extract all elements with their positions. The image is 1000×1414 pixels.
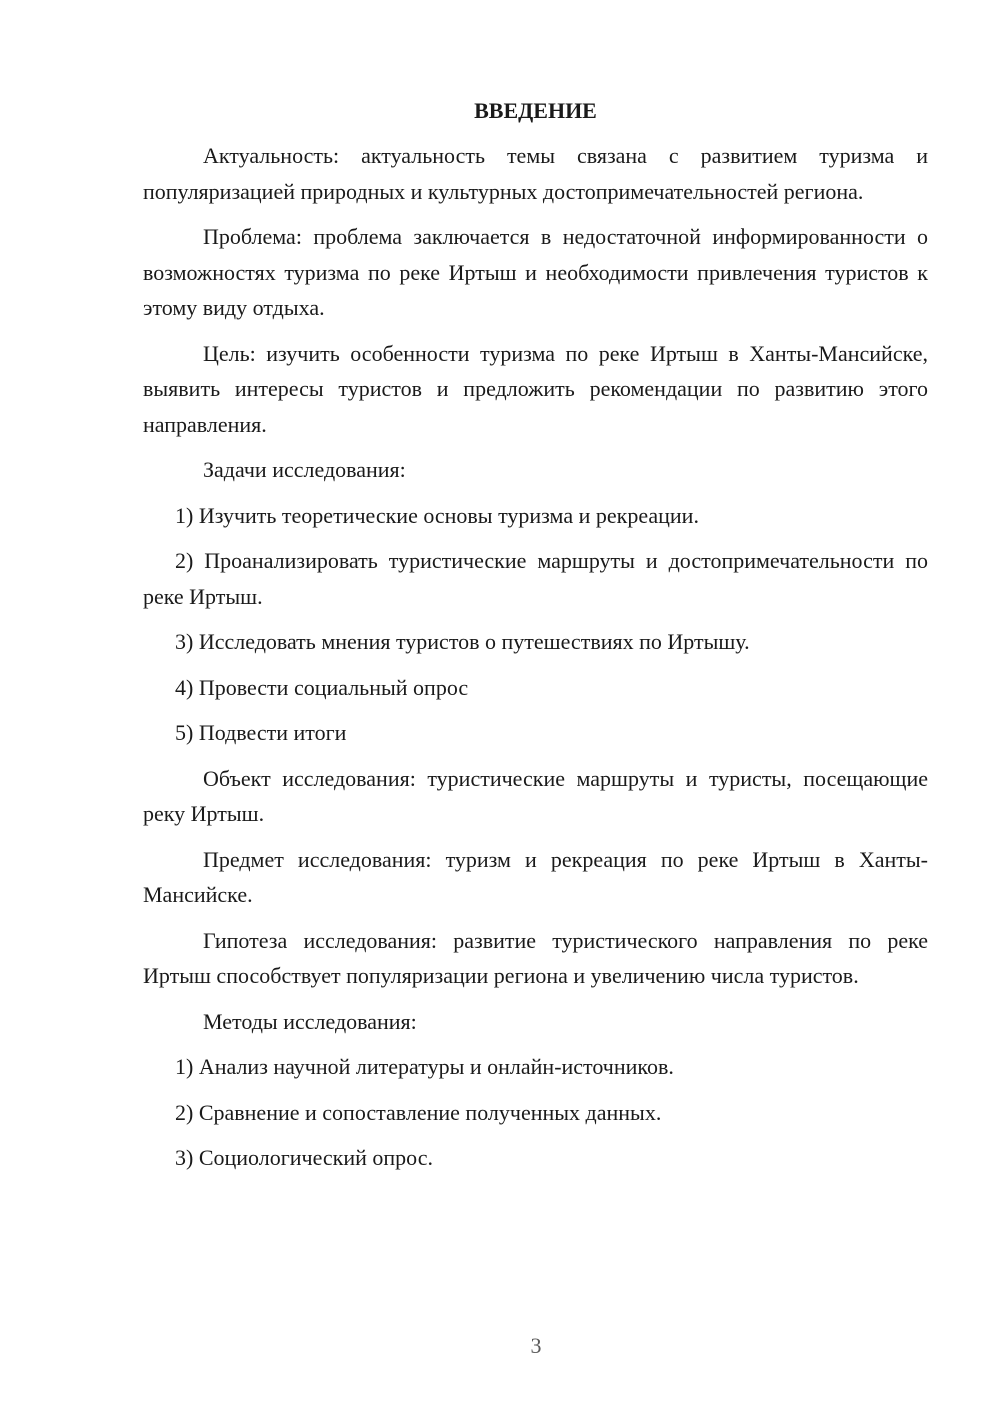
- task-item: 5) Подвести итоги: [175, 720, 347, 745]
- task-item: 1) Изучить теоретические основы туризма и рекреации.: [175, 502, 699, 528]
- hypothesis-paragraph: Гипотеза исследования: развитие туристического направления по реке Иртыш способствует популяризации региона и увеличению числа туристов.: [143, 927, 928, 988]
- task-item: 2) Проанализировать туристические маршруты и достопримечательности по реке Иртыш.: [143, 548, 928, 609]
- relevance-paragraph: Актуальность: актуальность темы связана с развитием туризма и популяризацией природных и культурных достопримечательностей региона.: [143, 143, 928, 204]
- object-paragraph: Объект исследования: туристические маршруты и туристы, посещающие реку Иртыш.: [143, 765, 928, 826]
- task-item: 3) Исследовать мнения туристов о путешествиях по Иртышу.: [175, 629, 750, 654]
- tasks-heading: Задачи исследования:: [203, 457, 406, 482]
- goal-paragraph: Цель: изучить особенности туризма по реке Иртыш в Ханты-Мансийске, выявить интересы туристов и предложить рекомендации по развитию этого направления.: [143, 340, 928, 437]
- method-item: 1) Анализ научной литературы и онлайн-источников.: [175, 1054, 674, 1079]
- problem-paragraph: Проблема: проблема заключается в недостаточной информированности о возможностях туризма по реке Иртыш и необходимости привлечения туристов к этому виду отдыха.: [143, 224, 928, 320]
- page-number: 3: [530, 1333, 542, 1358]
- section-title: ВВЕДЕНИЕ: [474, 98, 597, 123]
- subject-paragraph: Предмет исследования: туризм и рекреация по реке Иртыш в Ханты-Мансийске.: [143, 846, 928, 907]
- method-item: 3) Социологический опрос.: [175, 1145, 433, 1170]
- method-item: 2) Сравнение и сопоставление полученных данных.: [175, 1099, 662, 1125]
- page-content: [143, 93, 928, 1186]
- task-item: 4) Провести социальный опрос: [175, 674, 469, 700]
- methods-heading: Методы исследования:: [203, 1008, 417, 1034]
